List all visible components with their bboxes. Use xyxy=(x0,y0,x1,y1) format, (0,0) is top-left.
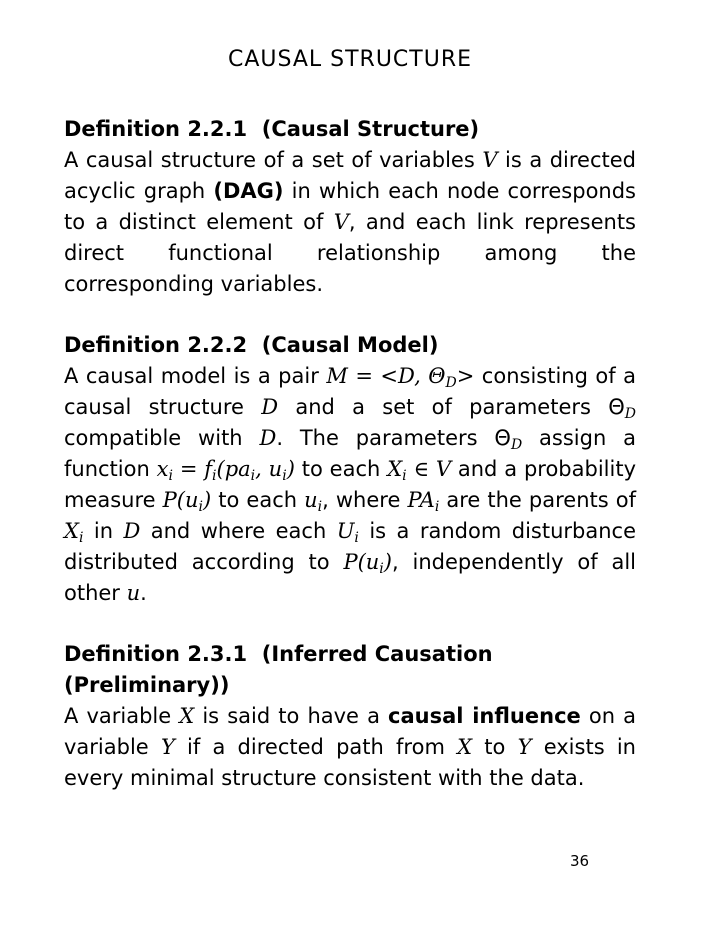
text-run: A variable xyxy=(64,704,180,728)
math-part: PA xyxy=(407,488,435,512)
math-sub: i xyxy=(78,530,84,546)
text-run: A causal structure of a set of variables xyxy=(64,148,483,172)
text-run: , and each link represents direct functional relationship among the corresponding variables. xyxy=(64,210,636,296)
text-run: is a directed acyclic graph xyxy=(64,148,636,203)
math-sub: D xyxy=(445,375,457,391)
math-sub: i xyxy=(168,468,173,484)
math-expr xyxy=(156,457,295,484)
text-run: and where each xyxy=(140,519,337,543)
definition-heading xyxy=(64,639,636,701)
text-run: consisting of a causal structure xyxy=(64,364,636,419)
text-run: compatible with xyxy=(64,426,260,450)
math-part: U xyxy=(336,519,355,543)
text-run: is a random disturbance distributed according to xyxy=(64,519,636,574)
math-var: V xyxy=(333,210,349,234)
definition-heading xyxy=(64,114,636,145)
definition-body xyxy=(64,361,636,609)
text-run: are the parents of xyxy=(439,488,636,512)
math-sub: i xyxy=(198,499,203,515)
definition-heading xyxy=(64,330,636,361)
math-part: u xyxy=(304,488,318,512)
text-run: assign a function xyxy=(64,426,636,481)
math-var: D xyxy=(123,519,141,543)
text-run: . xyxy=(140,581,147,605)
math-sub: i xyxy=(434,499,440,515)
text-run: A causal model is a pair xyxy=(64,364,327,388)
math-expr xyxy=(64,519,84,546)
math-expr xyxy=(336,519,359,546)
math-part: P(u xyxy=(343,550,380,574)
math-part: X xyxy=(64,519,79,543)
definition-name: (Causal Model) xyxy=(261,333,439,357)
math-expr xyxy=(343,550,392,577)
math-var: V xyxy=(482,148,498,172)
text-run: if a directed path from xyxy=(174,735,458,759)
math-sub: i xyxy=(282,468,287,484)
math-sub: i xyxy=(250,468,256,484)
math-part: ) xyxy=(286,457,295,481)
math-part: , u xyxy=(255,457,283,481)
text-run: , independently of all other xyxy=(64,550,636,605)
definition-2-2-2 xyxy=(64,330,636,609)
math-sub: D xyxy=(624,406,636,422)
math-var: Y xyxy=(160,735,175,759)
math-var: D xyxy=(259,426,277,450)
math-expr xyxy=(326,364,475,391)
text-run: to xyxy=(472,735,518,759)
definition-name: (Causal Structure) xyxy=(261,117,480,141)
text-run: to each xyxy=(294,457,388,481)
definition-2-3-1 xyxy=(64,639,636,794)
text-run: and a probability measure xyxy=(64,457,636,512)
definition-name: (Inferred Causation (Preliminary)) xyxy=(64,642,493,697)
math-part: M = <D, Θ xyxy=(326,364,446,388)
math-expr xyxy=(387,457,452,484)
math-sub: i xyxy=(402,468,407,484)
math-part: X xyxy=(387,457,403,481)
text-run: , where xyxy=(322,488,408,512)
text-run: is said to have a xyxy=(194,704,389,728)
math-part: P(u xyxy=(162,488,199,512)
math-sub-wrap xyxy=(624,395,636,422)
math-sub: i xyxy=(379,561,384,577)
text-run: on a variable xyxy=(64,704,636,759)
math-sub: i xyxy=(354,530,359,546)
math-var: X xyxy=(457,735,473,759)
math-expr xyxy=(162,488,212,515)
math-sub-wrap xyxy=(510,426,523,453)
math-part: (pa xyxy=(216,457,251,481)
math-var: D xyxy=(261,395,279,419)
definition-number: Definition 2.2.2 xyxy=(64,333,248,357)
math-expr xyxy=(407,488,440,515)
definition-body xyxy=(64,701,636,794)
text-run: in xyxy=(83,519,124,543)
math-sub: i xyxy=(317,499,323,515)
slide-page xyxy=(64,40,636,824)
definition-number: Definition 2.3.1 xyxy=(64,642,248,666)
math-expr xyxy=(304,488,323,515)
bold-term: (DAG) xyxy=(213,179,284,203)
math-part: x xyxy=(156,457,169,481)
math-part: ) xyxy=(383,550,392,574)
math-sub: i xyxy=(212,468,217,484)
text-run: . The parameters Θ xyxy=(276,426,511,450)
text-run: to each xyxy=(211,488,305,512)
text-run: and a set of parameters Θ xyxy=(278,395,625,419)
definition-body xyxy=(64,145,636,300)
math-part: > xyxy=(456,364,475,388)
definition-number: Definition 2.2.1 xyxy=(64,117,248,141)
math-part: = f xyxy=(172,457,213,481)
math-var: X xyxy=(179,704,195,728)
bold-term: causal influence xyxy=(388,704,581,728)
math-var: Y xyxy=(517,735,532,759)
page-number: 36 xyxy=(570,852,590,870)
math-var: u xyxy=(126,581,141,605)
definition-2-2-1 xyxy=(64,114,636,300)
math-part: ) xyxy=(203,488,212,512)
text-run: in which each node corresponds to a distinct element of xyxy=(64,179,636,234)
text-run: exists in every minimal structure consistent with the data. xyxy=(64,735,636,790)
math-sub: D xyxy=(510,437,523,453)
math-part: ∈ V xyxy=(406,457,452,481)
page-title: CAUSAL STRUCTURE xyxy=(227,47,473,72)
